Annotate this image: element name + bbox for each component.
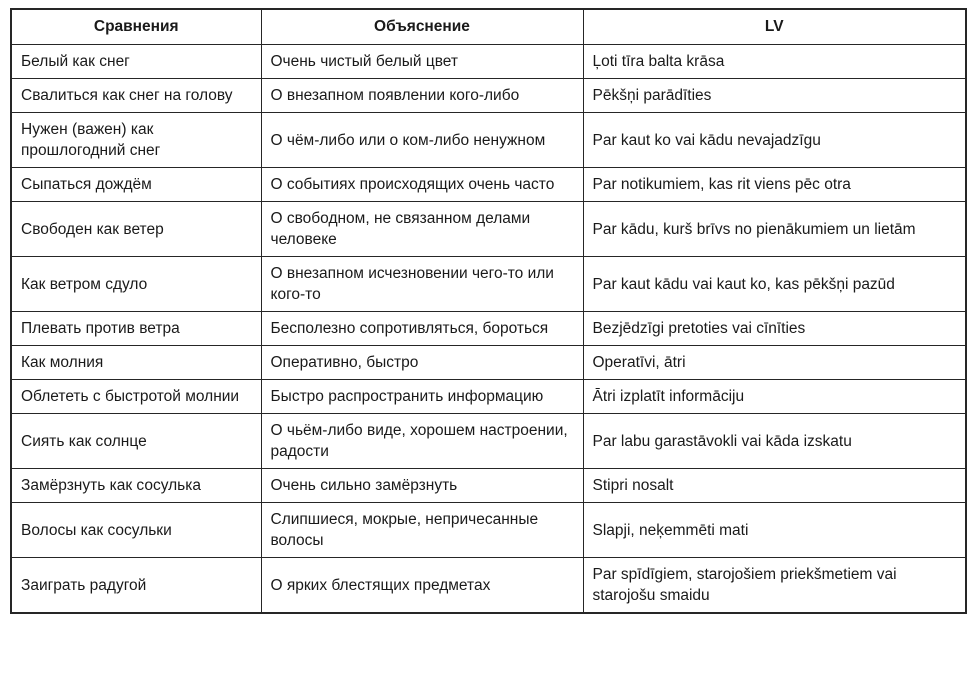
- cell-comparison: Как молния: [11, 346, 261, 380]
- cell-lv: Par notikumiem, kas rit viens pēc otra: [583, 168, 966, 202]
- cell-lv: Par kaut kādu vai kaut ko, kas pēkšņi pazūd: [583, 257, 966, 312]
- cell-explanation: О чём-либо или о ком-либо ненужном: [261, 113, 583, 168]
- cell-comparison: Сиять как солнце: [11, 414, 261, 469]
- table-row: [11, 79, 966, 113]
- table-row: [11, 312, 966, 346]
- table-row: [11, 414, 966, 469]
- cell-explanation: Оперативно, быстро: [261, 346, 583, 380]
- table-row: [11, 469, 966, 503]
- cell-lv: Par spīdīgiem, starojošiem priekšmetiem vai starojošu smaidu: [583, 558, 966, 614]
- cell-explanation: Слипшиеся, мокрые, непричесанные волосы: [261, 503, 583, 558]
- table-row: [11, 113, 966, 168]
- cell-lv: Ļoti tīra balta krāsa: [583, 45, 966, 79]
- table-row: [11, 202, 966, 257]
- cell-comparison: Белый как снег: [11, 45, 261, 79]
- table-body: [11, 45, 966, 614]
- header-comparison: Сравнения: [11, 9, 261, 45]
- table-row: [11, 168, 966, 202]
- table-row: [11, 503, 966, 558]
- cell-lv: Par kādu, kurš brīvs no pienākumiem un lietām: [583, 202, 966, 257]
- cell-comparison: Замёрзнуть как сосулька: [11, 469, 261, 503]
- comparisons-table: [10, 8, 967, 614]
- cell-explanation: О свободном, не связанном делами человеке: [261, 202, 583, 257]
- cell-comparison: Свободен как ветер: [11, 202, 261, 257]
- cell-lv: Par labu garastāvokli vai kāda izskatu: [583, 414, 966, 469]
- cell-explanation: Очень сильно замёрзнуть: [261, 469, 583, 503]
- cell-explanation: Очень чистый белый цвет: [261, 45, 583, 79]
- cell-lv: Stipri nosalt: [583, 469, 966, 503]
- cell-explanation: О внезапном исчезновении чего-то или кого-то: [261, 257, 583, 312]
- table-row: [11, 45, 966, 79]
- cell-comparison: Сыпаться дождём: [11, 168, 261, 202]
- cell-comparison: Облететь с быстротой молнии: [11, 380, 261, 414]
- table-header: [11, 9, 966, 45]
- cell-lv: Bezjēdzīgi pretoties vai cīnīties: [583, 312, 966, 346]
- header-row: [11, 9, 966, 45]
- header-explanation: Объяснение: [261, 9, 583, 45]
- cell-comparison: Свалиться как снег на голову: [11, 79, 261, 113]
- cell-explanation: Быстро распространить информацию: [261, 380, 583, 414]
- cell-comparison: Как ветром сдуло: [11, 257, 261, 312]
- cell-explanation: О ярких блестящих предметах: [261, 558, 583, 614]
- cell-lv: Pēkšņi parādīties: [583, 79, 966, 113]
- cell-lv: Par kaut ko vai kādu nevajadzīgu: [583, 113, 966, 168]
- cell-comparison: Нужен (важен) как прошлогодний снег: [11, 113, 261, 168]
- header-lv: LV: [583, 9, 966, 45]
- cell-lv: Ātri izplatīt informāciju: [583, 380, 966, 414]
- cell-comparison: Заиграть радугой: [11, 558, 261, 614]
- cell-explanation: О событиях происходящих очень часто: [261, 168, 583, 202]
- cell-explanation: О внезапном появлении кого-либо: [261, 79, 583, 113]
- table-row: [11, 257, 966, 312]
- table-row: [11, 346, 966, 380]
- cell-comparison: Волосы как сосульки: [11, 503, 261, 558]
- table-row: [11, 558, 966, 614]
- cell-explanation: Бесполезно сопротивляться, бороться: [261, 312, 583, 346]
- cell-lv: Operatīvi, ātri: [583, 346, 966, 380]
- cell-lv: Slapji, neķemmēti mati: [583, 503, 966, 558]
- cell-comparison: Плевать против ветра: [11, 312, 261, 346]
- cell-explanation: О чьём-либо виде, хорошем настроении, радости: [261, 414, 583, 469]
- table-row: [11, 380, 966, 414]
